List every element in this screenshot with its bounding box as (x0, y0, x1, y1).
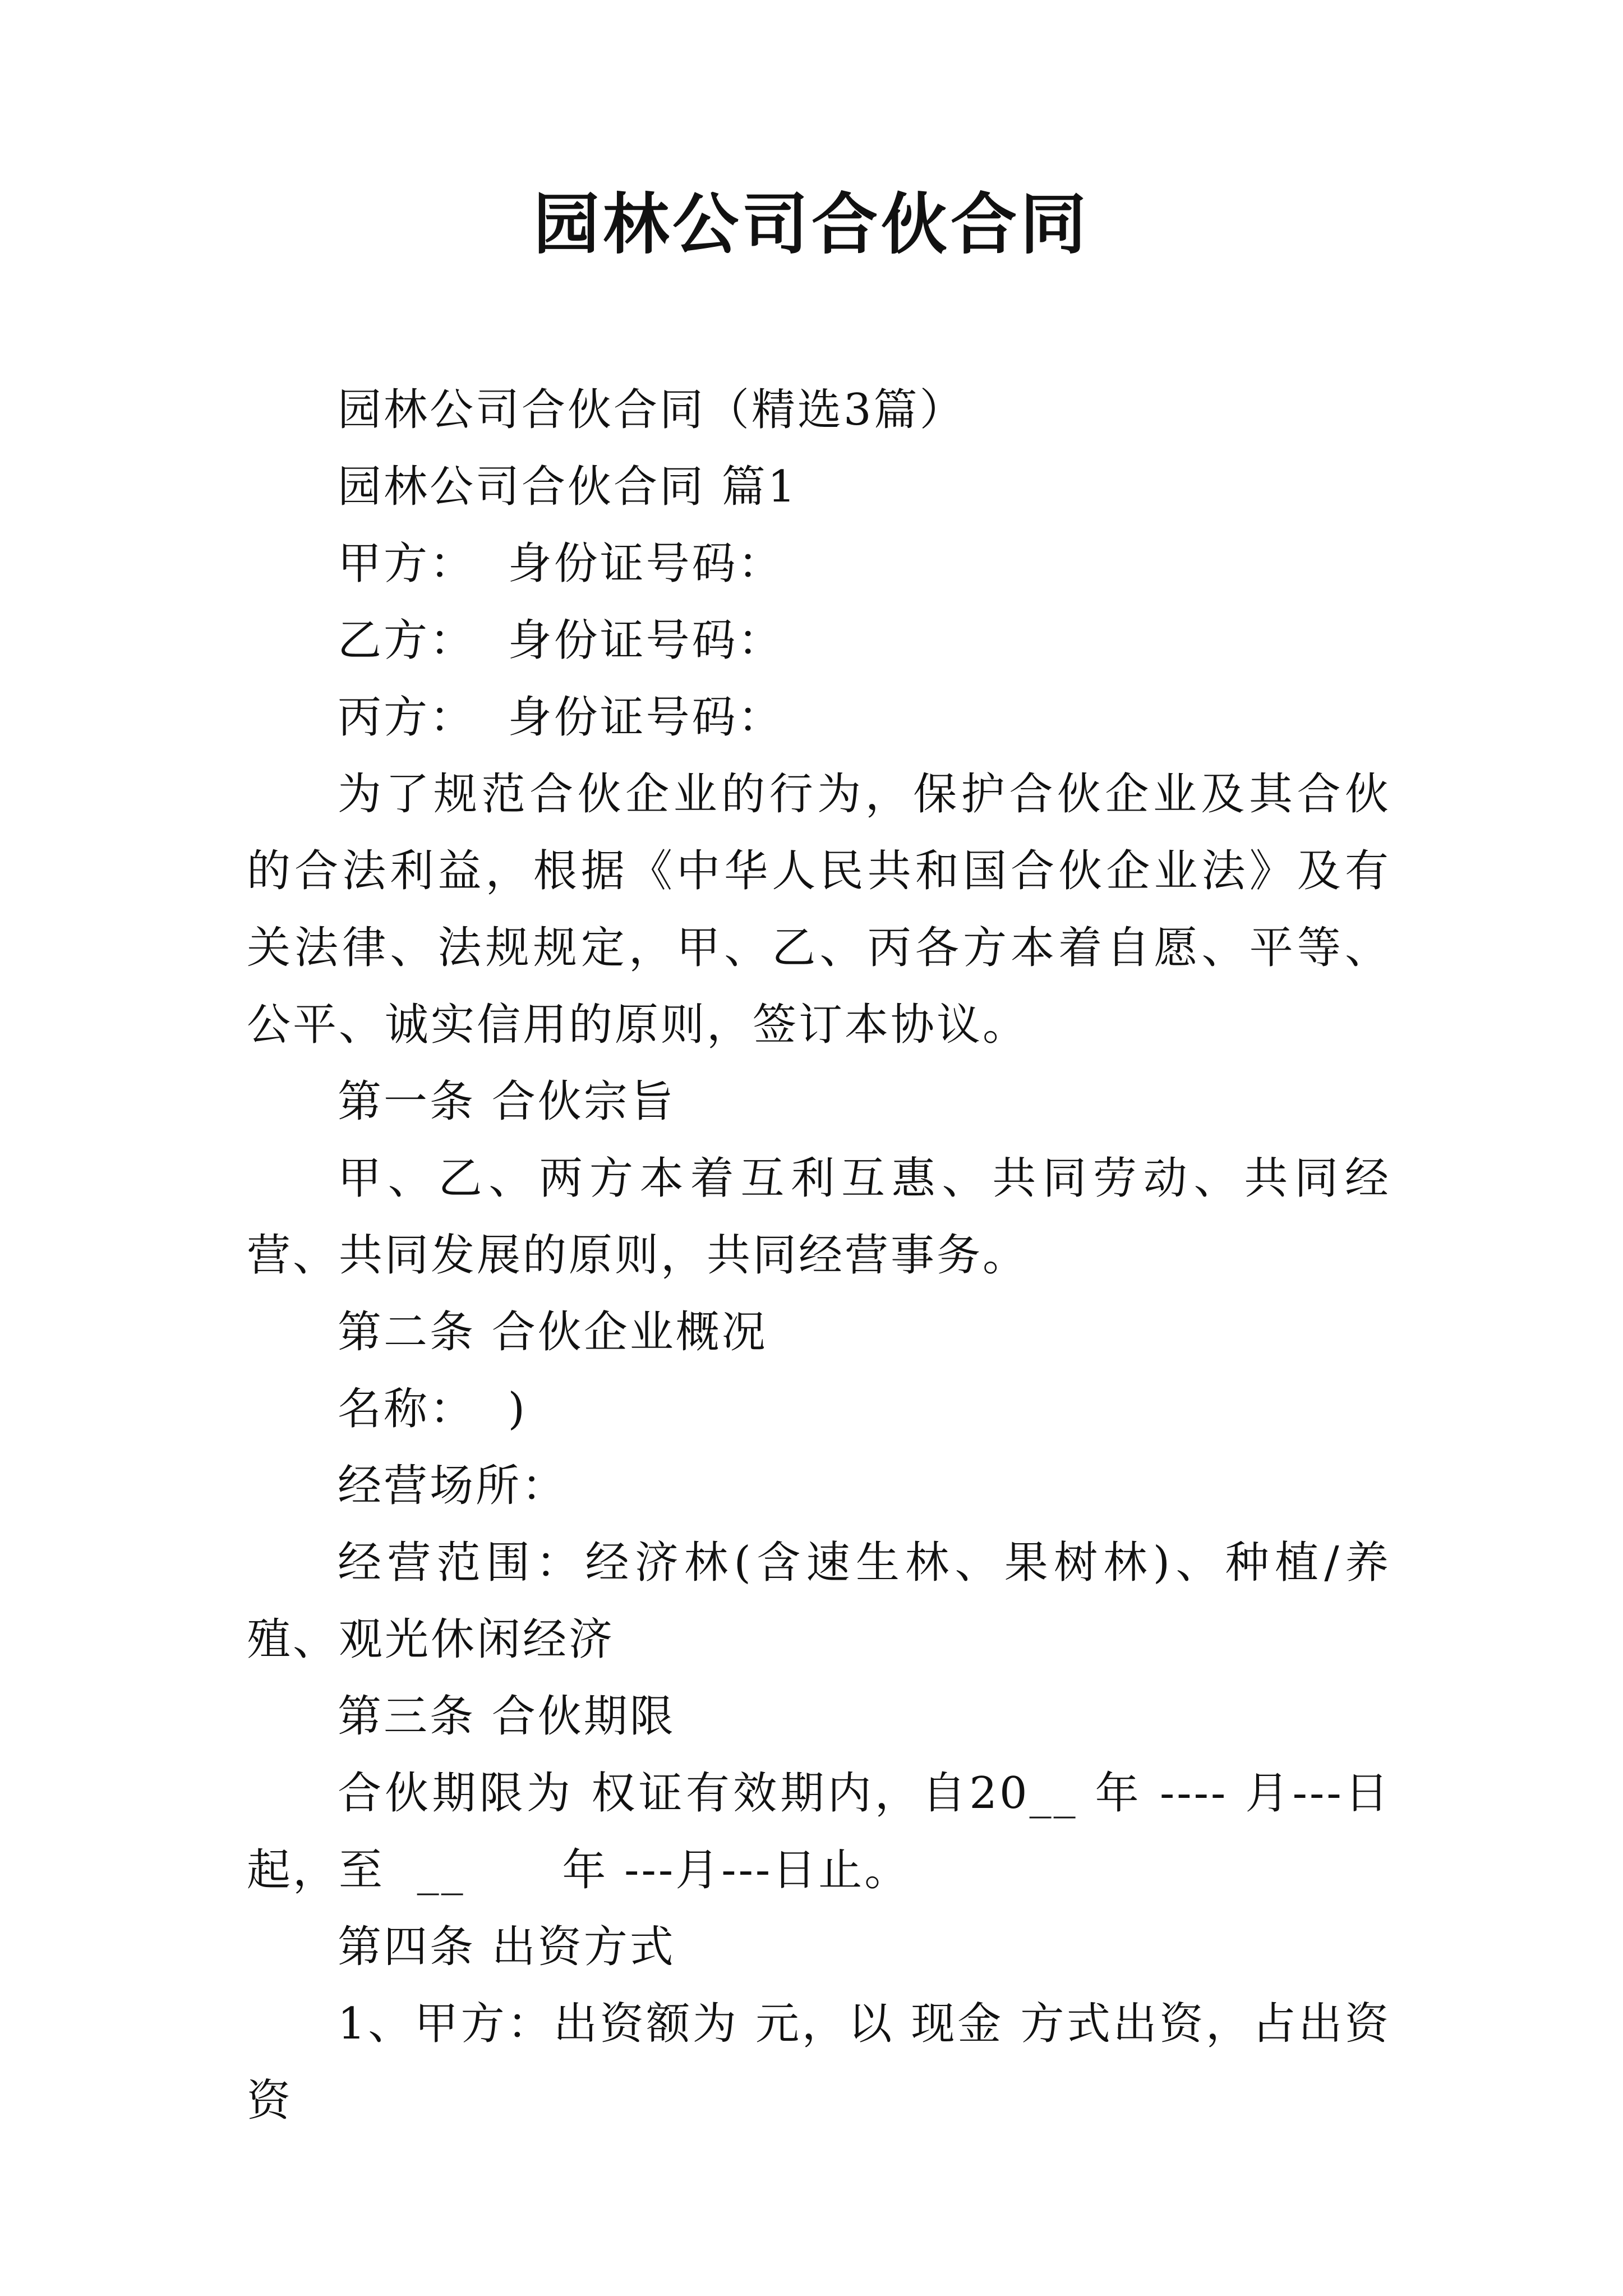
party-a-contribution-line: 1、甲方：出资额为 元，以 现金 方式出资，占出资资 (247, 1999, 1391, 2126)
article-2-heading: 第二条 合伙企业概况 (338, 1307, 768, 1358)
business-location-line: 经营场所： (338, 1461, 568, 1511)
partnership-term-paragraph: 合伙期限为 权证有效期内，自20__ 年 ---- 月---日起，至 __ 年 ---月---日止。 (247, 1768, 1391, 1895)
document-body (247, 372, 1391, 2139)
company-name-line: 名称： ) (338, 1384, 528, 1434)
party-a-line: 甲方： 身份证号码： (338, 539, 784, 589)
article-1-heading: 第一条 合伙宗旨 (338, 1076, 676, 1127)
article-3-heading: 第三条 合伙期限 (338, 1691, 676, 1742)
subtitle-line: 园林公司合伙合同（精选3篇） (338, 385, 966, 435)
section-heading: 园林公司合伙合同 篇1 (338, 462, 798, 512)
document-title: 园林公司合伙合同 (533, 185, 1090, 263)
business-scope-paragraph: 经营范围：经济林(含速生林、果树林)、种植/养殖、观光休闲经济 (247, 1538, 1391, 1665)
article-1-text: 甲、乙、两方本着互利互惠、共同劳动、共同经营、共同发展的原则，共同经营事务。 (247, 1153, 1391, 1281)
article-4-heading: 第四条 出资方式 (338, 1922, 676, 1972)
preamble-paragraph: 为了规范合伙企业的行为，保护合伙企业及其合伙的合法利益，根据《中华人民共和国合伙企业法》及有关法律、法规规定，甲、乙、丙各方本着自愿、平等、公平、诚实信用的原则，签订本协议。 (247, 769, 1391, 1050)
party-b-line: 乙方： 身份证号码： (338, 615, 784, 666)
party-c-line: 丙方： 身份证号码： (338, 692, 784, 743)
